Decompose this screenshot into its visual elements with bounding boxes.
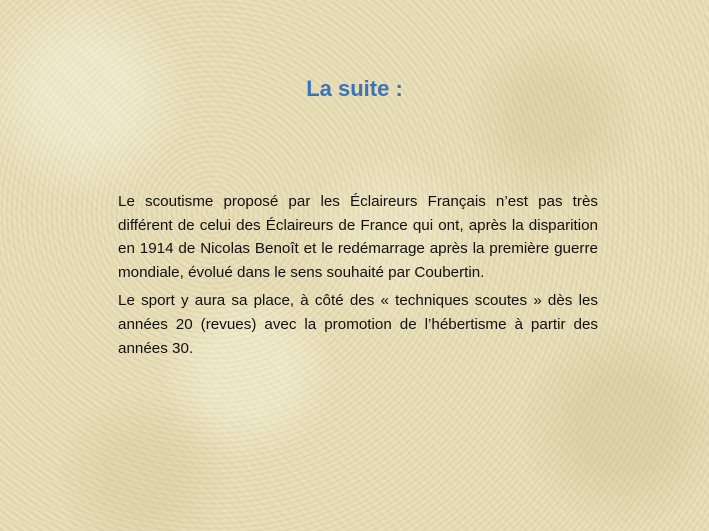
paragraph-1: Le scoutisme proposé par les Éclaireurs Français n’est pas très différent de celui des Éclaireurs de France qui ont, après la disparition en 1914 de Nicolas Benoît et le redémarrage après la première guerre mondiale, évolué dans le sens souhaité par Coubertin. <box>118 193 598 281</box>
paragraph-2: Le sport y aura sa place, à côté des « techniques scoutes » dès les années 20 (revues) avec la promotion de l’hébertisme à partir des années 30. <box>118 292 598 357</box>
slide-body <box>118 190 598 365</box>
slide-title: La suite : <box>306 76 403 101</box>
